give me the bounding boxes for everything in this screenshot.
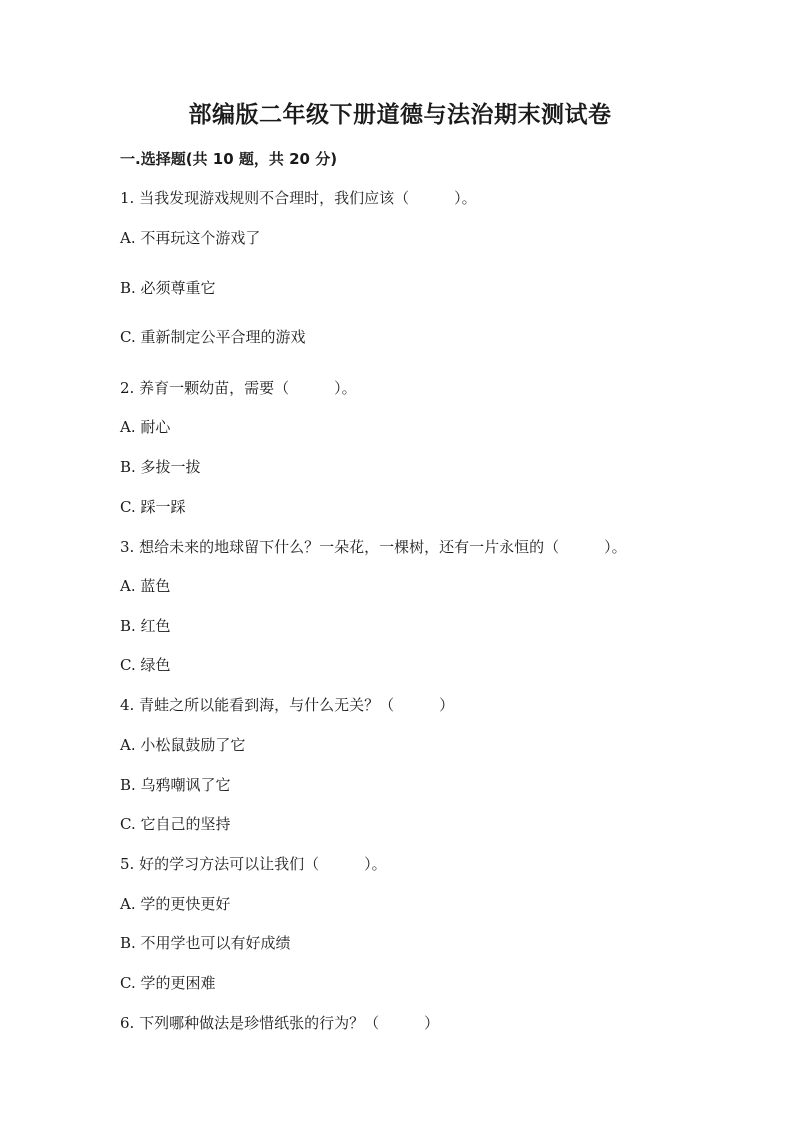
question-5-stem: 5. 好的学习方法可以让我们（ ）。 bbox=[120, 855, 387, 873]
question-4-option-a: A. 小松鼠鼓励了它 bbox=[120, 736, 246, 754]
question-2-option-b: B. 多拔一拔 bbox=[120, 458, 201, 476]
section-heading: 一.选择题(共 10 题，共 20 分) bbox=[120, 150, 338, 168]
question-1-stem: 1. 当我发现游戏规则不合理时，我们应该（ ）。 bbox=[120, 189, 477, 207]
question-2-stem: 2. 养育一颗幼苗，需要（ ）。 bbox=[120, 379, 357, 397]
question-4-option-b: B. 乌鸦嘲讽了它 bbox=[120, 776, 231, 794]
question-1-option-c: C. 重新制定公平合理的游戏 bbox=[120, 328, 306, 346]
question-4-stem: 4. 青蛙之所以能看到海，与什么无关？（ ） bbox=[120, 696, 455, 714]
question-6-stem: 6. 下列哪种做法是珍惜纸张的行为？（ ） bbox=[120, 1014, 440, 1032]
question-5-option-a: A. 学的更快更好 bbox=[120, 895, 231, 913]
question-1-option-b: B. 必须尊重它 bbox=[120, 279, 216, 297]
exam-title: 部编版二年级下册道德与法治期末测试卷 bbox=[188, 102, 612, 128]
question-4-option-c: C. 它自己的坚持 bbox=[120, 815, 231, 833]
question-3-option-a: A. 蓝色 bbox=[120, 577, 171, 595]
question-5-option-b: B. 不用学也可以有好成绩 bbox=[120, 934, 291, 952]
question-1-option-a: A. 不再玩这个游戏了 bbox=[120, 229, 261, 247]
question-5-option-c: C. 学的更困难 bbox=[120, 974, 216, 992]
question-3-option-b: B. 红色 bbox=[120, 617, 171, 635]
question-3-stem: 3. 想给未来的地球留下什么？一朵花，一棵树，还有一片永恒的（ ）。 bbox=[120, 538, 627, 556]
question-3-option-c: C. 绿色 bbox=[120, 656, 171, 674]
question-2-option-c: C. 踩一踩 bbox=[120, 498, 186, 516]
question-2-option-a: A. 耐心 bbox=[120, 418, 171, 436]
